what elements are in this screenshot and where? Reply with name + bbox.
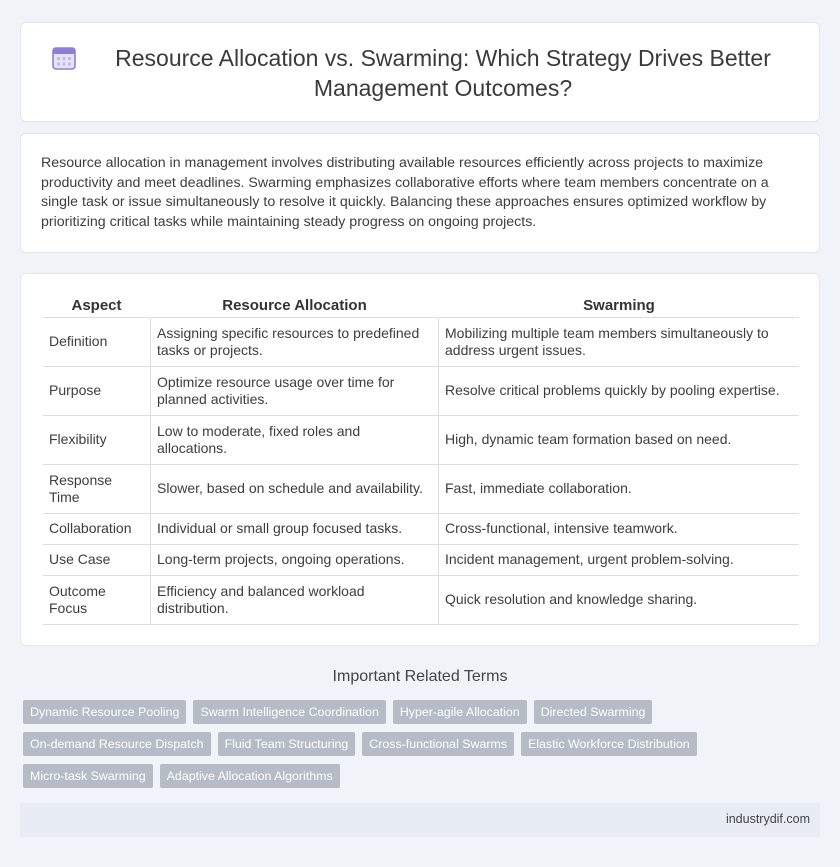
resource-allocation-cell: Slower, based on schedule and availability.	[151, 465, 439, 514]
resource-allocation-cell: Long-term projects, ongoing operations.	[151, 545, 439, 576]
aspect-cell: Flexibility	[43, 416, 151, 465]
tag-micro-task-swarming[interactable]: Micro-task Swarming	[23, 764, 153, 788]
tag-on-demand-resource-dispatch[interactable]: On-demand Resource Dispatch	[23, 732, 211, 756]
header-swarming: Swarming	[439, 292, 799, 318]
related-terms-heading: Important Related Terms	[332, 668, 508, 685]
tag-adaptive-allocation-algorithms[interactable]: Adaptive Allocation Algorithms	[160, 764, 340, 788]
tag-row	[23, 700, 823, 724]
footer-site[interactable]: industrydif.com	[725, 812, 810, 826]
tag-fluid-team-structuring[interactable]: Fluid Team Structuring	[218, 732, 356, 756]
table-row	[43, 465, 799, 514]
swarming-cell: Cross-functional, intensive teamwork.	[439, 514, 799, 545]
aspect-cell: Use Case	[43, 545, 151, 576]
calendar-icon	[51, 45, 77, 71]
title-card	[20, 22, 820, 122]
intro-paragraph: Resource allocation in management involves distributing available resources efficiently across projects to maximize productivity and meet deadlines. Swarming emphasizes collaborative efforts where team members concentrate on a single task or issue simultaneously to resolve it quickly. Balancing these approaches ensures optimized workflow by prioritizing critical tasks while maintaining steady progress on ongoing projects.	[41, 155, 769, 230]
comparison-table	[43, 292, 799, 625]
aspect-cell: Collaboration	[43, 514, 151, 545]
swarming-cell: Resolve critical problems quickly by pooling expertise.	[439, 367, 799, 416]
table-row	[43, 576, 799, 625]
table-row	[43, 318, 799, 367]
resource-allocation-cell: Individual or small group focused tasks.	[151, 514, 439, 545]
intro-card	[20, 133, 820, 253]
resource-allocation-cell: Optimize resource usage over time for planned activities.	[151, 367, 439, 416]
swarming-cell: Fast, immediate collaboration.	[439, 465, 799, 514]
footer	[20, 803, 820, 837]
tag-directed-swarming[interactable]: Directed Swarming	[534, 700, 653, 724]
resource-allocation-cell: Efficiency and balanced workload distribution.	[151, 576, 439, 625]
comparison-card	[20, 273, 820, 646]
tag-row	[23, 732, 823, 756]
header-aspect: Aspect	[43, 292, 151, 318]
title-wrap	[21, 23, 819, 103]
swarming-cell: Incident management, urgent problem-solving.	[439, 545, 799, 576]
tag-hyper-agile-allocation[interactable]: Hyper-agile Allocation	[393, 700, 527, 724]
resource-allocation-cell: Low to moderate, fixed roles and allocations.	[151, 416, 439, 465]
swarming-cell: Quick resolution and knowledge sharing.	[439, 576, 799, 625]
tag-elastic-workforce-distribution[interactable]: Elastic Workforce Distribution	[521, 732, 697, 756]
resource-allocation-cell: Assigning specific resources to predefined tasks or projects.	[151, 318, 439, 367]
table-row	[43, 545, 799, 576]
tag-dynamic-resource-pooling[interactable]: Dynamic Resource Pooling	[23, 700, 186, 724]
swarming-cell: Mobilizing multiple team members simultaneously to address urgent issues.	[439, 318, 799, 367]
related-terms-tags	[23, 700, 823, 796]
table-header-row	[43, 292, 799, 318]
tag-cross-functional-swarms[interactable]: Cross-functional Swarms	[362, 732, 514, 756]
header-resource-allocation: Resource Allocation	[151, 292, 439, 318]
swarming-cell: High, dynamic team formation based on need.	[439, 416, 799, 465]
aspect-cell: Definition	[43, 318, 151, 367]
page-title: Resource Allocation vs. Swarming: Which Strategy Drives Better Management Outcomes?	[115, 45, 771, 101]
table-row	[43, 514, 799, 545]
tag-swarm-intelligence-coordination[interactable]: Swarm Intelligence Coordination	[193, 700, 385, 724]
table-row	[43, 416, 799, 465]
table-row	[43, 367, 799, 416]
tag-row	[23, 764, 823, 788]
aspect-cell: Purpose	[43, 367, 151, 416]
aspect-cell: Outcome Focus	[43, 576, 151, 625]
aspect-cell: Response Time	[43, 465, 151, 514]
